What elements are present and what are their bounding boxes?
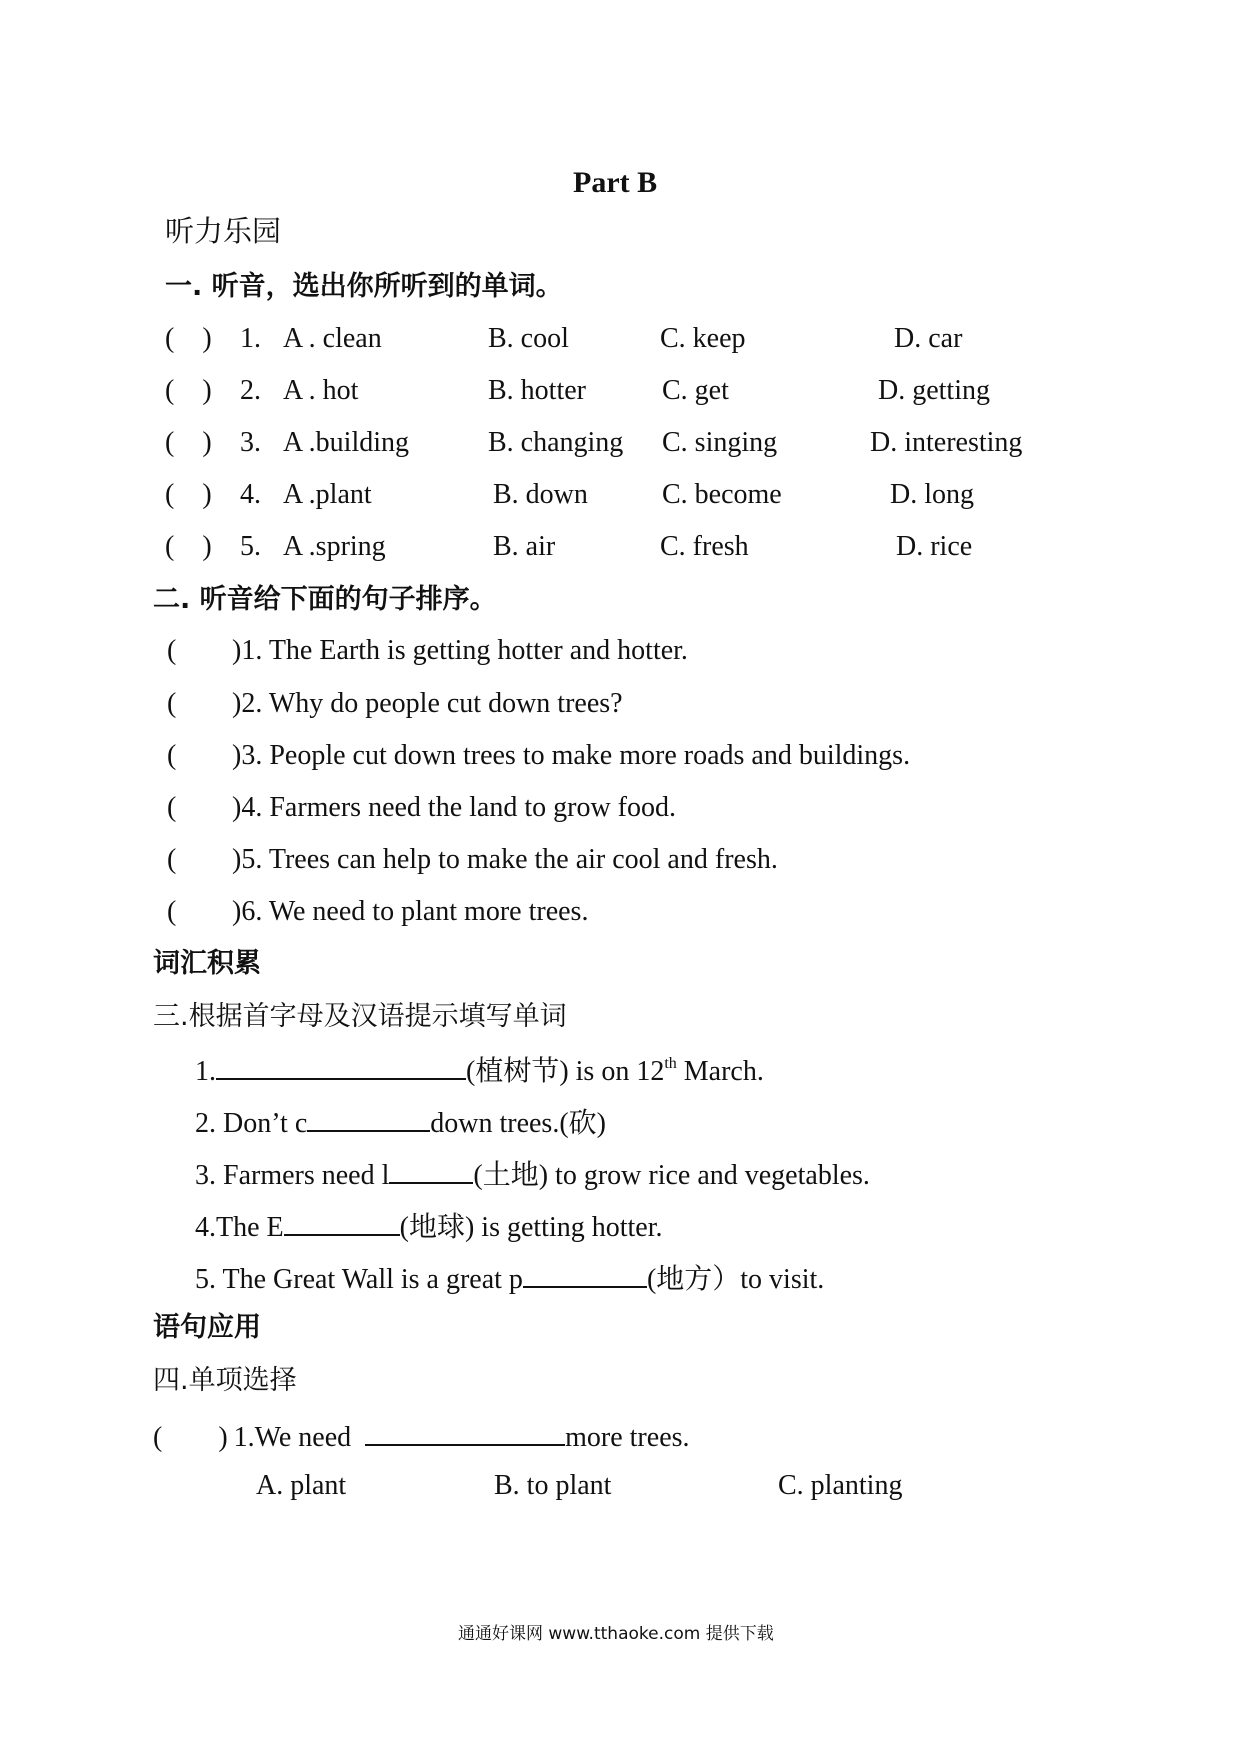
fill-item <box>195 1106 606 1138</box>
option-b: B. hotter <box>488 375 586 406</box>
answer-paren: ( ) <box>165 375 212 406</box>
option-c: C. become <box>662 479 782 510</box>
answer-paren-open: ( <box>167 635 177 666</box>
item-number: 3. <box>240 427 261 458</box>
answer-blank <box>216 1054 466 1080</box>
fill-prefix: 3. Farmers need l <box>195 1160 390 1191</box>
fill-hint: (植树节) is on 12 <box>466 1056 665 1087</box>
section-heading-usage: 语句应用 <box>153 1312 261 1343</box>
option-d: D. car <box>894 323 963 354</box>
question-suffix: more trees. <box>565 1422 690 1453</box>
sentence-item: )2. Why do people cut down trees? <box>232 688 623 719</box>
sentence-item: )6. We need to plant more trees. <box>232 896 589 927</box>
option-a: A .plant <box>283 479 372 510</box>
answer-paren: ( ) <box>165 479 212 510</box>
option-d: D. getting <box>878 375 990 406</box>
answer-blank <box>307 1106 430 1132</box>
option-d: D. interesting <box>870 427 1023 458</box>
fill-suffix: March. <box>676 1056 764 1087</box>
fill-prefix: 2. Don’t c <box>195 1108 308 1139</box>
option-b: B. down <box>493 479 588 510</box>
fill-item <box>195 1210 663 1242</box>
sentence-item: )5. Trees can help to make the air cool and fresh. <box>232 844 778 875</box>
answer-paren-open: ( <box>167 896 177 927</box>
choice-option: B. to plant <box>494 1470 612 1501</box>
item-number: 2. <box>240 375 261 406</box>
answer-blank <box>365 1420 565 1446</box>
option-a: A .spring <box>283 531 386 562</box>
option-c: C. singing <box>662 427 778 458</box>
sentence-item: )3. People cut down trees to make more roads and buildings. <box>232 740 911 771</box>
option-a: A .building <box>283 427 410 458</box>
choice-option: A. plant <box>256 1470 347 1501</box>
sentence-item: )1. The Earth is getting hotter and hotter. <box>232 635 688 666</box>
ordinal-suffix: th <box>664 1055 677 1072</box>
page-title: Part B <box>573 166 658 199</box>
answer-paren: ( ) <box>165 427 212 458</box>
part4-heading: 四.单项选择 <box>153 1365 297 1396</box>
fill-suffix: (地球) is getting hotter. <box>399 1212 663 1243</box>
fill-item <box>195 1262 824 1294</box>
option-b: B. air <box>493 531 556 562</box>
section-heading-vocab: 词汇积累 <box>153 948 261 979</box>
item-number: 1. <box>240 323 261 354</box>
section-heading-listening: 听力乐园 <box>165 214 282 248</box>
answer-paren-open: ( <box>167 688 177 719</box>
fill-item <box>195 1054 764 1086</box>
part1-heading: 一. 听音，选出你所听到的单词。 <box>165 271 563 302</box>
option-b: B. changing <box>488 427 624 458</box>
item-number: 5. <box>240 531 261 562</box>
answer-paren: ( ) <box>153 1422 228 1453</box>
choice-option: C. planting <box>778 1470 903 1501</box>
option-c: C. get <box>662 375 729 406</box>
option-c: C. fresh <box>660 531 749 562</box>
question-prefix: 1.We need <box>233 1422 352 1453</box>
footer-credit: 通通好课网 www.tthaoke.com 提供下载 <box>458 1624 774 1644</box>
item-number: 4. <box>240 479 261 510</box>
option-d: D. long <box>890 479 974 510</box>
part3-heading: 三.根据首字母及汉语提示填写单词 <box>153 1001 567 1032</box>
option-c: C. keep <box>660 323 746 354</box>
option-d: D. rice <box>896 531 973 562</box>
answer-paren: ( ) <box>165 323 212 354</box>
answer-paren-open: ( <box>167 844 177 875</box>
option-a: A . hot <box>283 375 359 406</box>
sentence-item: )4. Farmers need the land to grow food. <box>232 792 676 823</box>
fill-suffix: (土地) to grow rice and vegetables. <box>473 1160 870 1191</box>
fill-item <box>195 1158 870 1190</box>
choice-question <box>153 1420 690 1452</box>
answer-blank <box>284 1210 400 1236</box>
fill-suffix: (地方）to visit. <box>646 1264 825 1295</box>
option-a: A . clean <box>283 323 382 354</box>
answer-paren-open: ( <box>167 740 177 771</box>
fill-prefix: 1. <box>195 1056 216 1087</box>
fill-prefix: 4.The E <box>195 1212 284 1243</box>
answer-paren-open: ( <box>167 792 177 823</box>
answer-blank <box>389 1158 473 1184</box>
fill-suffix: down trees.(砍) <box>430 1108 606 1139</box>
part2-heading: 二. 听音给下面的句子排序。 <box>153 584 497 615</box>
answer-blank <box>523 1262 647 1288</box>
option-b: B. cool <box>488 323 569 354</box>
answer-paren: ( ) <box>165 531 212 562</box>
fill-prefix: 5. The Great Wall is a great p <box>195 1264 523 1295</box>
